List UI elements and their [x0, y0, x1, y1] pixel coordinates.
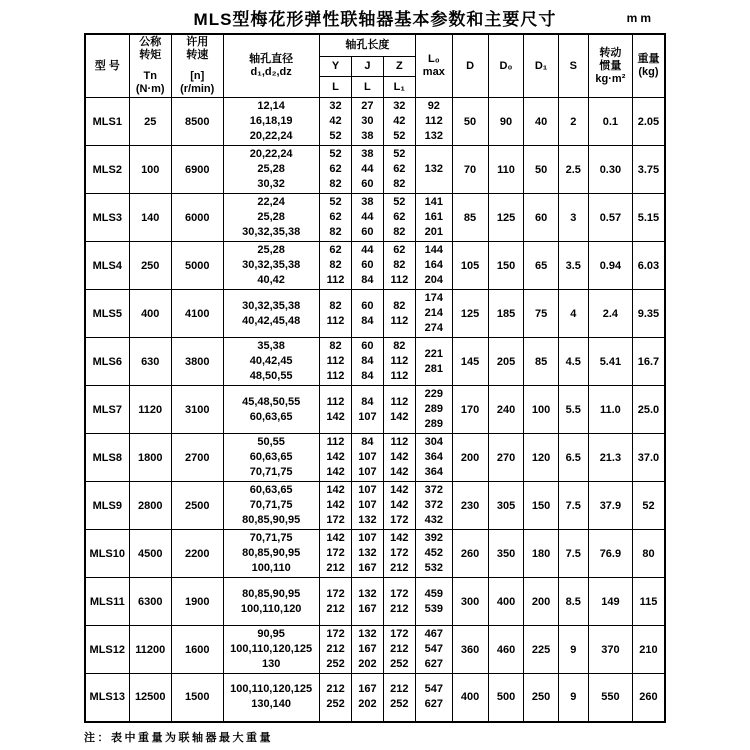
cell-bores: 90,95 100,110,120,125 130 [223, 626, 319, 674]
cell-s: 2.5 [558, 146, 588, 194]
cell-torque: 12500 [129, 674, 171, 722]
table-row [85, 674, 665, 722]
cell-d: 200 [452, 434, 488, 482]
cell-y: 142 142 172 [319, 482, 351, 530]
cell-inertia: 149 [588, 578, 632, 626]
cell-d1: 225 [524, 626, 558, 674]
cell-d1: 200 [524, 578, 558, 626]
cell-z: 172 212 252 [383, 626, 415, 674]
cell-j: 107 132 167 [352, 530, 383, 578]
cell-model: MLS5 [85, 290, 129, 338]
cell-bores: 60,63,65 70,71,75 80,85,90,95 [223, 482, 319, 530]
cell-bores: 22,24 25,28 30,32,35,38 [223, 194, 319, 242]
cell-torque: 1800 [129, 434, 171, 482]
cell-speed: 1900 [171, 578, 223, 626]
cell-d0: 125 [488, 194, 524, 242]
cell-d0: 500 [488, 674, 524, 722]
cell-bores: 100,110,120,125 130,140 [223, 674, 319, 722]
cell-d1: 60 [524, 194, 558, 242]
cell-l0: 392 452 532 [416, 530, 453, 578]
cell-d1: 180 [524, 530, 558, 578]
cell-l0: 132 [416, 146, 453, 194]
header-speed: 许用 转速 [n] (r/min) [171, 34, 223, 98]
header-col-z: Z [383, 57, 415, 77]
cell-z: 212 252 [383, 674, 415, 722]
cell-l0: 547 627 [416, 674, 453, 722]
cell-d1: 40 [524, 98, 558, 146]
header-d1: D₁ [524, 34, 558, 98]
cell-d: 145 [452, 338, 488, 386]
cell-d0: 90 [488, 98, 524, 146]
cell-torque: 250 [129, 242, 171, 290]
cell-d0: 110 [488, 146, 524, 194]
table-row [85, 626, 665, 674]
header-inertia: 转动 惯量 kg·m² [588, 34, 632, 98]
cell-l0: 459 539 [416, 578, 453, 626]
cell-model: MLS8 [85, 434, 129, 482]
cell-l0: 141 161 201 [416, 194, 453, 242]
cell-z: 112 142 [383, 386, 415, 434]
cell-weight: 37.0 [632, 434, 665, 482]
cell-model: MLS7 [85, 386, 129, 434]
cell-l0: 144 164 204 [416, 242, 453, 290]
table-row [85, 530, 665, 578]
table-row [85, 290, 665, 338]
cell-d: 50 [452, 98, 488, 146]
header-len-z: L₁ [383, 77, 415, 98]
cell-inertia: 2.4 [588, 290, 632, 338]
table-row [85, 434, 665, 482]
cell-weight: 6.03 [632, 242, 665, 290]
footnote: 注：表中重量为联轴器最大重量 [84, 731, 273, 744]
cell-d: 360 [452, 626, 488, 674]
cell-weight: 2.05 [632, 98, 665, 146]
cell-torque: 11200 [129, 626, 171, 674]
header-torque: 公称 转矩 Tn (N·m) [129, 34, 171, 98]
cell-inertia: 21.3 [588, 434, 632, 482]
table-row [85, 194, 665, 242]
cell-d: 230 [452, 482, 488, 530]
cell-weight: 115 [632, 578, 665, 626]
header-bore: 轴孔直径 d₁,d₂,dz [223, 34, 319, 98]
cell-weight: 25.0 [632, 386, 665, 434]
cell-y: 112 142 [319, 386, 351, 434]
cell-y: 52 62 82 [319, 194, 351, 242]
cell-y: 172 212 [319, 578, 351, 626]
cell-weight: 210 [632, 626, 665, 674]
cell-inertia: 370 [588, 626, 632, 674]
cell-y: 172 212 252 [319, 626, 351, 674]
cell-j: 132 167 [352, 578, 383, 626]
table-row [85, 146, 665, 194]
cell-inertia: 0.30 [588, 146, 632, 194]
cell-speed: 2500 [171, 482, 223, 530]
cell-s: 5.5 [558, 386, 588, 434]
cell-j: 60 84 [352, 290, 383, 338]
cell-d0: 185 [488, 290, 524, 338]
cell-z: 172 212 [383, 578, 415, 626]
cell-model: MLS10 [85, 530, 129, 578]
cell-speed: 5000 [171, 242, 223, 290]
cell-d0: 460 [488, 626, 524, 674]
cell-model: MLS12 [85, 626, 129, 674]
cell-j: 84 107 [352, 386, 383, 434]
cell-d1: 50 [524, 146, 558, 194]
cell-torque: 25 [129, 98, 171, 146]
header-d: D [452, 34, 488, 98]
header-length-group: 轴孔长度 [319, 34, 415, 57]
cell-l0: 467 547 627 [416, 626, 453, 674]
cell-y: 52 62 82 [319, 146, 351, 194]
cell-j: 38 44 60 [352, 194, 383, 242]
cell-l0: 304 364 364 [416, 434, 453, 482]
cell-inertia: 37.9 [588, 482, 632, 530]
cell-y: 82 112 112 [319, 338, 351, 386]
header-len-y: L [319, 77, 351, 98]
header-weight: 重量 (kg) [632, 34, 665, 98]
cell-torque: 6300 [129, 578, 171, 626]
cell-d: 300 [452, 578, 488, 626]
cell-torque: 140 [129, 194, 171, 242]
cell-torque: 400 [129, 290, 171, 338]
table-row [85, 98, 665, 146]
cell-weight: 5.15 [632, 194, 665, 242]
cell-weight: 52 [632, 482, 665, 530]
cell-z: 52 62 82 [383, 146, 415, 194]
header-col-j: J [352, 57, 383, 77]
cell-bores: 30,32,35,38 40,42,45,48 [223, 290, 319, 338]
cell-z: 112 142 142 [383, 434, 415, 482]
cell-weight: 9.35 [632, 290, 665, 338]
cell-inertia: 550 [588, 674, 632, 722]
cell-d0: 240 [488, 386, 524, 434]
cell-d1: 250 [524, 674, 558, 722]
cell-speed: 2700 [171, 434, 223, 482]
cell-z: 82 112 [383, 290, 415, 338]
cell-d0: 400 [488, 578, 524, 626]
cell-bores: 20,22,24 25,28 30,32 [223, 146, 319, 194]
cell-d0: 305 [488, 482, 524, 530]
cell-d1: 85 [524, 338, 558, 386]
cell-s: 6.5 [558, 434, 588, 482]
spec-table [84, 33, 666, 723]
cell-j: 60 84 84 [352, 338, 383, 386]
cell-torque: 1120 [129, 386, 171, 434]
cell-d: 125 [452, 290, 488, 338]
cell-inertia: 5.41 [588, 338, 632, 386]
cell-model: MLS3 [85, 194, 129, 242]
cell-d1: 120 [524, 434, 558, 482]
cell-d0: 150 [488, 242, 524, 290]
cell-weight: 16.7 [632, 338, 665, 386]
cell-l0: 229 289 289 [416, 386, 453, 434]
cell-s: 9 [558, 626, 588, 674]
cell-l0: 92 112 132 [416, 98, 453, 146]
cell-torque: 2800 [129, 482, 171, 530]
cell-inertia: 76.9 [588, 530, 632, 578]
cell-y: 32 42 52 [319, 98, 351, 146]
cell-y: 212 252 [319, 674, 351, 722]
table-body [85, 98, 665, 722]
cell-j: 27 30 38 [352, 98, 383, 146]
unit-label: mm [626, 11, 654, 25]
cell-inertia: 0.1 [588, 98, 632, 146]
table-row [85, 242, 665, 290]
cell-torque: 4500 [129, 530, 171, 578]
cell-d0: 350 [488, 530, 524, 578]
cell-speed: 3800 [171, 338, 223, 386]
cell-bores: 35,38 40,42,45 48,50,55 [223, 338, 319, 386]
cell-d1: 75 [524, 290, 558, 338]
cell-s: 9 [558, 674, 588, 722]
cell-model: MLS2 [85, 146, 129, 194]
cell-l0: 174 214 274 [416, 290, 453, 338]
cell-bores: 45,48,50,55 60,63,65 [223, 386, 319, 434]
table-row [85, 338, 665, 386]
cell-bores: 12,14 16,18,19 20,22,24 [223, 98, 319, 146]
header-l0max: L₀ max [416, 34, 453, 98]
table-row [85, 578, 665, 626]
cell-bores: 70,71,75 80,85,90,95 100,110 [223, 530, 319, 578]
cell-model: MLS9 [85, 482, 129, 530]
header-model-label: 型 号 [94, 59, 120, 72]
table-row [85, 386, 665, 434]
cell-z: 142 142 172 [383, 482, 415, 530]
cell-j: 84 107 107 [352, 434, 383, 482]
table-row [85, 482, 665, 530]
cell-y: 112 142 142 [319, 434, 351, 482]
cell-speed: 6000 [171, 194, 223, 242]
header-col-y: Y [319, 57, 351, 77]
cell-s: 3.5 [558, 242, 588, 290]
cell-z: 52 62 82 [383, 194, 415, 242]
cell-inertia: 11.0 [588, 386, 632, 434]
cell-d0: 205 [488, 338, 524, 386]
cell-model: MLS4 [85, 242, 129, 290]
cell-d: 260 [452, 530, 488, 578]
header-len-j: L [352, 77, 383, 98]
cell-d: 400 [452, 674, 488, 722]
cell-torque: 630 [129, 338, 171, 386]
cell-l0: 372 372 432 [416, 482, 453, 530]
cell-model: MLS6 [85, 338, 129, 386]
cell-s: 7.5 [558, 482, 588, 530]
cell-y: 142 172 212 [319, 530, 351, 578]
cell-s: 8.5 [558, 578, 588, 626]
cell-s: 4 [558, 290, 588, 338]
cell-y: 82 112 [319, 290, 351, 338]
cell-s: 7.5 [558, 530, 588, 578]
cell-inertia: 0.57 [588, 194, 632, 242]
cell-l0: 221 281 [416, 338, 453, 386]
cell-speed: 2200 [171, 530, 223, 578]
cell-d: 105 [452, 242, 488, 290]
cell-weight: 80 [632, 530, 665, 578]
cell-speed: 8500 [171, 98, 223, 146]
cell-j: 132 167 202 [352, 626, 383, 674]
cell-z: 82 112 112 [383, 338, 415, 386]
cell-weight: 260 [632, 674, 665, 722]
cell-bores: 25,28 30,32,35,38 40,42 [223, 242, 319, 290]
cell-bores: 80,85,90,95 100,110,120 [223, 578, 319, 626]
cell-s: 4.5 [558, 338, 588, 386]
cell-speed: 6900 [171, 146, 223, 194]
cell-d1: 150 [524, 482, 558, 530]
cell-d: 85 [452, 194, 488, 242]
cell-s: 2 [558, 98, 588, 146]
cell-bores: 50,55 60,63,65 70,71,75 [223, 434, 319, 482]
cell-model: MLS11 [85, 578, 129, 626]
cell-model: MLS13 [85, 674, 129, 722]
cell-z: 142 172 212 [383, 530, 415, 578]
cell-d1: 100 [524, 386, 558, 434]
page-title: MLS型梅花形弹性联轴器基本参数和主要尺寸 [193, 10, 557, 29]
cell-z: 62 82 112 [383, 242, 415, 290]
cell-d: 70 [452, 146, 488, 194]
header-s: S [558, 34, 588, 98]
cell-speed: 4100 [171, 290, 223, 338]
cell-s: 3 [558, 194, 588, 242]
cell-j: 38 44 60 [352, 146, 383, 194]
cell-speed: 1500 [171, 674, 223, 722]
cell-weight: 3.75 [632, 146, 665, 194]
cell-j: 107 107 132 [352, 482, 383, 530]
cell-j: 44 60 84 [352, 242, 383, 290]
cell-d1: 65 [524, 242, 558, 290]
cell-y: 62 82 112 [319, 242, 351, 290]
cell-model: MLS1 [85, 98, 129, 146]
cell-speed: 1600 [171, 626, 223, 674]
cell-torque: 100 [129, 146, 171, 194]
cell-d0: 270 [488, 434, 524, 482]
cell-z: 32 42 52 [383, 98, 415, 146]
header-d0: D₀ [488, 34, 524, 98]
cell-j: 167 202 [352, 674, 383, 722]
cell-speed: 3100 [171, 386, 223, 434]
cell-inertia: 0.94 [588, 242, 632, 290]
header-model [85, 34, 129, 98]
cell-d: 170 [452, 386, 488, 434]
